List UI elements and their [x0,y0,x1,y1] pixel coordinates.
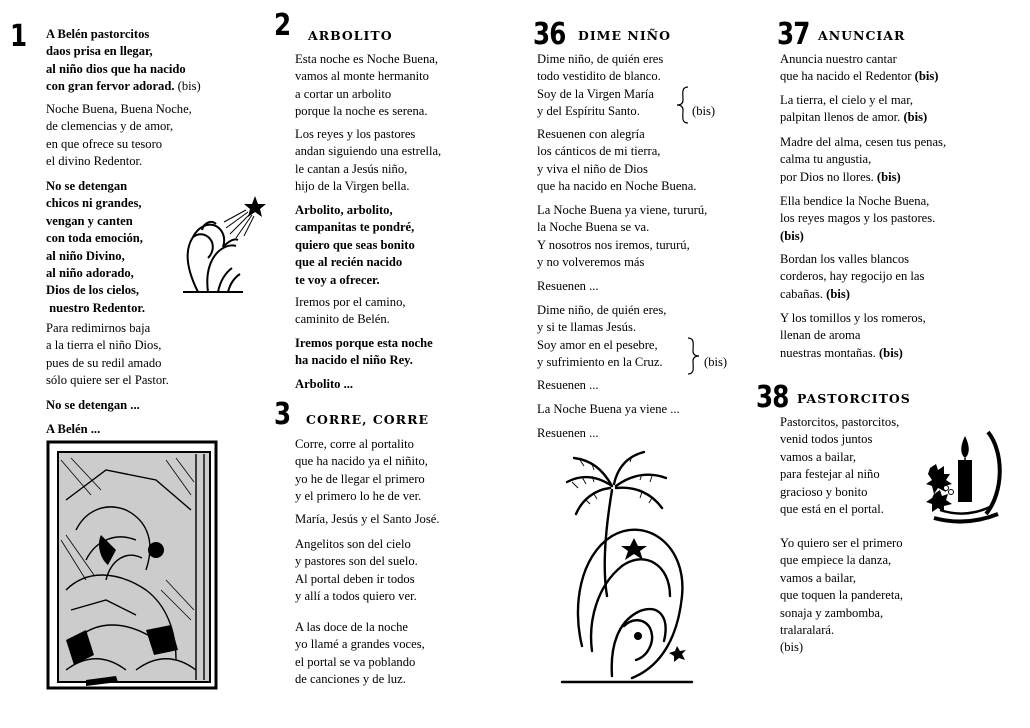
lyric-line: Bordan los valles blancos [780,252,910,266]
lyric-line: en que ofrece su tesoro [46,136,163,151]
lyric-line: Y los tomillos y los romeros, [780,311,926,325]
lyric-line: A las doce de la noche [295,620,408,634]
lyric-line: campanitas te pondré, [295,220,415,235]
lyric-line: y si te llamas Jesús. [537,320,636,335]
lyric-line: Y nosotros nos iremos, tururú, [537,237,690,252]
lyric-line: con gran fervor adorad. [46,79,175,94]
song-title-pastorcitos: PASTORCITOS [797,391,911,406]
lyric-line: Dios de los cielos, [46,283,140,298]
song-1-stanza-3 [46,320,169,390]
lyric-line: Ella bendice la Noche Buena, [780,194,930,208]
song-number-1: 1 [10,19,27,54]
lyric-line: el divino Redentor. [46,154,143,169]
lyric-line: pues de su redil amado [46,355,162,370]
curly-brace-icon [676,86,690,124]
song-36-stanza-3 [537,302,666,372]
song-2-chorus [295,202,415,289]
lyric-line: Para redimirnos baja [46,321,151,335]
lyric-line: La tierra, el cielo y el mar, [780,93,914,107]
lyric-line: que toquen la pandereta, [780,588,904,603]
lyric-line: (bis) [780,640,804,655]
lyric-line: vamos a bailar, [780,570,857,585]
song-36-stanza-2 [537,126,696,196]
lyric-line: chicos ni grandes, [46,196,142,211]
lyric-line: Iremos por el camino, [295,295,406,309]
lyric-line: de canciones y de luz. [295,672,406,687]
lyric-line: Madre del alma, cesen tus penas, [780,135,947,149]
lyric-line: te voy a ofrecer. [295,272,380,287]
lyric-line: Resuenen con alegría [537,127,645,141]
song-title-corre-corre: CORRE, CORRE [306,412,429,427]
lyric-line: el portal se va poblando [295,654,416,669]
lyric-line: la Noche Buena se va. [537,220,650,235]
song-37-stanza-3 [780,134,946,186]
bis-marker: (bis) [823,286,850,301]
lyric-line: Dime niño, de quién eres, [537,303,667,317]
lyric-line: para festejar al niño [780,467,880,482]
song-36-chorus-repeat [537,401,680,418]
nativity-woodcut-illustration [46,440,218,690]
song-1-chorus [46,178,145,317]
lyric-line: que está en el portal. [780,501,884,516]
bis-marker: (bis) [900,110,928,125]
lyric-line: andan siguiendo una estrella, [295,144,442,159]
song-36-chorus [537,202,707,272]
lyric-line: que ha nacido ya el niñito, [295,454,428,469]
lyric-line: todo vestidito de blanco. [537,69,661,84]
lyric-line: por Dios no llores. [780,169,874,184]
bis-marker: (bis) [875,345,903,360]
lyric-line: Angelitos son del cielo [295,537,411,551]
song-1-stanza-2 [46,101,192,171]
lyric-line: Corre, corre al portalito [295,437,414,451]
lyric-line: La Noche Buena ya viene, tururú, [537,203,708,217]
lyric-line: Arbolito ... [295,377,354,391]
lyric-line: nuestro Redentor. [46,300,146,315]
candle-holly-illustration [926,428,1004,524]
lyric-line: al niño Divino, [46,248,125,263]
lyric-line: y sufrimiento en la Cruz. [537,355,663,370]
lyric-line: tralaralará. [780,622,835,637]
song-37-stanza-6 [780,310,926,362]
lyric-line: le cantan a Jesús niño, [295,161,408,176]
lyric-line: corderos, hay regocijo en las [780,269,925,284]
song-number-38: 38 [756,380,789,415]
song-36-refrain-repeat-1 [537,278,599,295]
song-36-refrain-repeat-2 [537,377,599,394]
lyric-line: venid todos juntos [780,432,873,447]
bis-marker: (bis) [174,79,201,94]
lyric-line: yo llamé a grandes voces, [295,637,425,652]
lyric-line: hijo de la Virgen bella. [295,179,410,194]
lyric-line: los cánticos de mi tierra, [537,144,661,159]
bis-marker: (bis) [692,104,716,118]
lyric-line: a cortar un arbolito [295,86,392,101]
lyric-line: Resuenen ... [537,378,599,392]
song-number-36: 36 [533,17,566,52]
lyric-line: los reyes magos y los pastores. [780,211,936,226]
lyric-line: y el primero lo he de ver. [295,489,422,504]
bis-marker: (bis) [704,355,728,369]
song-3-stanza-3 [295,536,418,606]
song-2-stanza-1 [295,51,438,121]
lyric-line: caminito de Belén. [295,312,390,327]
lyric-line: a la tierra el niño Dios, [46,338,162,353]
lyric-line: Soy amor en el pesebre, [537,337,658,352]
song-38-stanza-2 [780,535,903,657]
lyric-line: La Noche Buena ya viene ... [537,402,680,416]
lyric-line: porque la noche es serena. [295,104,428,119]
song-number-3: 3 [274,397,291,432]
lyric-line: nuestras montañas. [780,345,876,360]
lyric-line: calma tu angustia, [780,152,872,167]
lyric-line: Dime niño, de quién eres [537,52,664,66]
lyric-line: Arbolito, arbolito, [295,203,393,217]
lyric-line: y allí a todos quiero ver. [295,589,417,604]
song-37-stanza-2 [780,92,927,127]
lyric-line: cabañas. [780,286,824,301]
lyric-line: yo he de llegar el primero [295,471,425,486]
bis-marker: (bis) [780,228,804,243]
song-36-stanza-1 [537,51,663,121]
lyric-line: Los reyes y los pastores [295,127,416,141]
song-36-refrain-repeat-3 [537,425,599,442]
song-2-stanza-2 [295,126,441,196]
lyric-line: No se detengan ... [46,398,140,412]
holy-family-palm-illustration [552,446,700,686]
song-title-dime-nino: DIME NIÑO [578,28,671,43]
lyric-line: Anuncia nuestro cantar [780,52,897,66]
lyric-line: sonaja y zambomba, [780,605,884,620]
lyric-line: gracioso y bonito [780,484,868,499]
bis-marker: (bis) [873,169,901,184]
lyric-line: llenan de aroma [780,328,861,343]
lyric-line: y no volveremos más [537,255,645,270]
lyric-line: y viva el niño de Dios [537,161,648,176]
song-title-arbolito: ARBOLITO [308,28,393,43]
lyric-line: No se detengan [46,179,128,193]
lyric-line: Noche Buena, Buena Noche, [46,102,192,116]
song-37-stanza-1 [780,51,938,86]
lyric-line: Esta noche es Noche Buena, [295,52,439,66]
lyric-line: A Belén ... [46,422,101,436]
lyric-line: y pastores son del suelo. [295,554,418,569]
lyric-line: al niño adorado, [46,265,134,280]
lyric-line: que ha nacido en Noche Buena. [537,179,697,194]
lyric-line: que empiece la danza, [780,553,892,568]
lyric-line: Yo quiero ser el primero [780,536,903,550]
song-3-stanza-4 [295,619,425,689]
lyric-line: María, Jesús y el Santo José. [295,512,440,526]
lyric-line: Resuenen ... [537,426,599,440]
curly-brace-icon [686,337,700,375]
lyric-line: al niño dios que ha nacido [46,61,186,76]
lyric-line: quiero que seas bonito [295,237,415,252]
song-3-stanza-1 [295,436,428,506]
song-2-stanza-3 [295,294,406,329]
lyric-line: Resuenen ... [537,279,599,293]
lyric-line: que ha nacido el Redentor [780,69,912,84]
song-2-stanza-4 [295,335,433,370]
lyric-line: que al recién nacido [295,255,403,270]
lyric-line: vengan y canten [46,213,133,228]
lyric-line: vamos a bailar, [780,449,857,464]
song-number-2: 2 [274,8,291,43]
song-37-stanza-5 [780,251,924,303]
lyric-line: vamos al monte hermanito [295,69,429,84]
shepherd-star-illustration [168,192,278,302]
lyric-line: de clemencias y de amor, [46,119,174,134]
lyric-line: ha nacido el niño Rey. [295,353,413,368]
lyric-line: Soy de la Virgen María [537,86,654,101]
song-3-stanza-2 [295,511,439,528]
lyric-line: Al portal deben ir todos [295,571,415,586]
song-number-37: 37 [777,17,810,52]
lyric-line: con toda emoción, [46,231,143,246]
song-1-stanza-1 [46,26,201,96]
bis-marker: (bis) [911,69,939,84]
lyric-line: Iremos porque esta noche [295,336,433,350]
lyric-line: daos prisa en llegar, [46,44,153,59]
song-38-stanza-1 [780,414,899,518]
lyric-line: Pastorcitos, pastorcitos, [780,415,900,429]
lyric-line: sólo quiere ser el Pastor. [46,373,169,388]
song-2-chorus-repeat [295,376,353,393]
song-1-refrain-repeat [46,421,100,438]
song-37-stanza-4 [780,193,935,245]
song-title-anunciar: ANUNCIAR [818,28,906,43]
lyric-line: y del Espíritu Santo. [537,104,640,119]
song-1-chorus-repeat [46,397,140,414]
lyric-line: A Belén pastorcitos [46,27,150,41]
lyric-line: palpitan llenos de amor. [780,110,901,125]
